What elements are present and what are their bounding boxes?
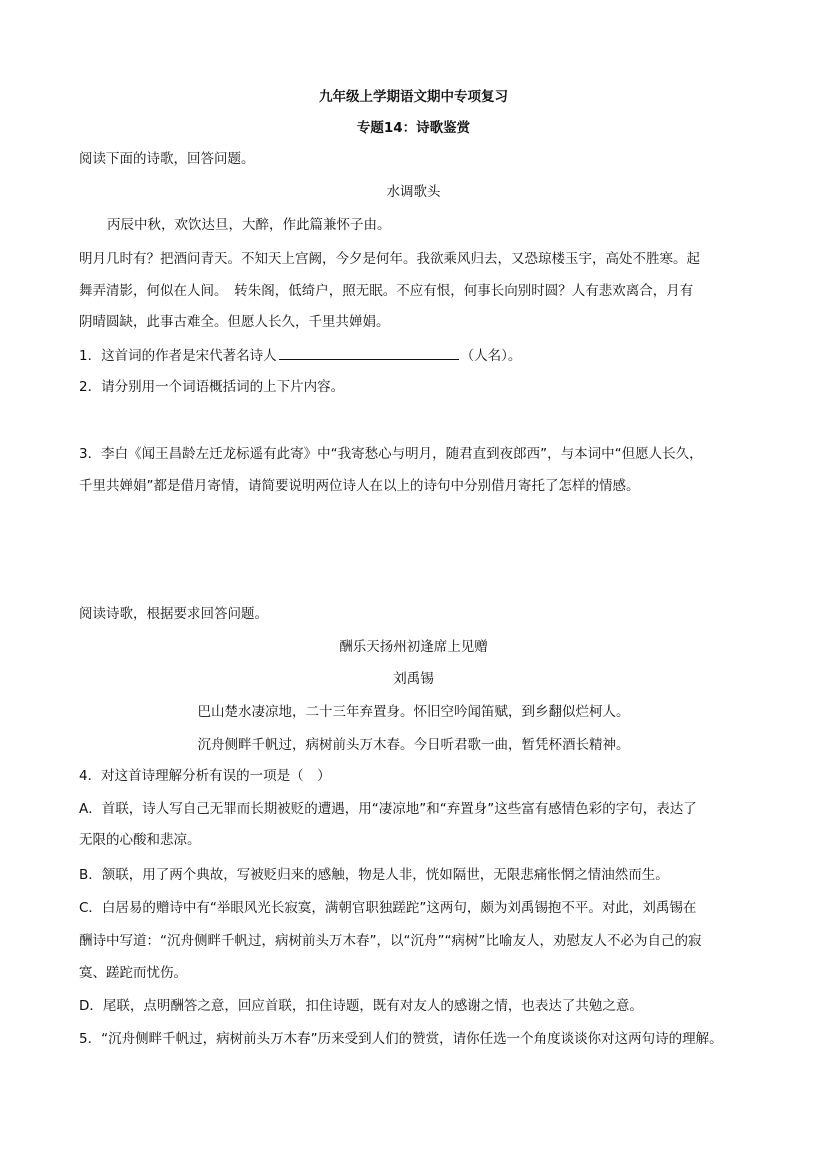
- question-3-line: 3．李白《闻王昌龄左迁龙标遥有此寄》中“我寄愁心与明月，随君直到夜郎西”，与本词中“但愿人长久，: [79, 446, 703, 462]
- question-5: 5．“沉舟侧畔千帆过，病树前头万木春”历来受到人们的赞赏，请你任选一个角度谈谈你对这两句诗的理解。: [79, 1031, 723, 1047]
- poem2-line: 巴山楚水凄凉地，二十三年弃置身。怀旧空吟闻笛赋，到乡翻似烂柯人。: [197, 704, 630, 720]
- question-2: 2．请分别用一个词语概括词的上下片内容。: [79, 379, 345, 395]
- question-1-prefix: 1．这首词的作者是宋代著名诗人: [79, 348, 277, 364]
- poem1-line: 明月几时有？把酒问青天。不知天上宫阙，今夕是何年。我欲乘风归去，又恐琼楼玉宇，高处不胜寒。起: [79, 251, 700, 267]
- question-1: [79, 346, 521, 365]
- option-a-line: A．首联，诗人写自己无罪而长期被贬的遭遇，用“凄凉地”和“弃置身”这些富有感情色彩的字句，表达了: [79, 801, 697, 817]
- question-4: 4．对这首诗理解分析有误的一项是（ ）: [79, 768, 331, 784]
- option-b: B．颔联，用了两个典故，写被贬归来的感触，物是人非，恍如隔世，无限悲痛怅惘之情油然而生。: [79, 867, 669, 883]
- option-c-line: 酬诗中写道：“沉舟侧畔千帆过，病树前头万木春”，以“沉舟”“病树”比喻友人，劝慰友人不必为自己的寂: [79, 933, 702, 949]
- poem1-line: 舞弄清影，何似在人间。 转朱阁，低绮户，照无眠。不应有恨，何事长向别时圆？人有悲欢离合，月有: [79, 283, 694, 299]
- question-3-line: 千里共婵娟”都是借月寄情，请简要说明两位诗人在以上的诗句中分别借月寄托了怎样的情感。: [79, 478, 640, 494]
- page-title: 九年级上学期语文期中专项复习: [319, 89, 508, 105]
- poem2-poet: 刘禹锡: [393, 671, 434, 687]
- answer-blank[interactable]: [279, 346, 459, 360]
- option-d: D．尾联，点明酬答之意，回应首联，扣住诗题，既有对友人的感谢之情，也表达了共勉之意。: [79, 998, 643, 1014]
- option-c-line: 寞、蹉跎而忧伤。: [79, 965, 187, 981]
- section1-instruction: 阅读下面的诗歌，回答问题。: [79, 151, 255, 167]
- section2-instruction: 阅读诗歌，根据要求回答问题。: [79, 606, 268, 622]
- poem1-line: 阴晴圆缺，此事古难全。但愿人长久，千里共婵娟。: [79, 314, 390, 330]
- poem1-preface: 丙辰中秋，欢饮达旦，大醉，作此篇兼怀子由。: [107, 217, 391, 233]
- option-c-line: C．白居易的赠诗中有“举眼风光长寂寞，满朝官职独蹉跎”这两句，颇为刘禹锡抱不平。对此，刘禹锡在: [79, 900, 697, 916]
- question-1-suffix: （人名）。: [460, 348, 522, 364]
- page-subtitle: 专题14：诗歌鉴赏: [356, 120, 471, 136]
- poem2-line: 沉舟侧畔千帆过，病树前头万木春。今日听君歌一曲，暂凭杯酒长精神。: [197, 737, 630, 753]
- poem1-title: 水调歌头: [386, 184, 441, 200]
- poem2-title: 酬乐天扬州初逢席上见赠: [339, 639, 488, 655]
- option-a-line: 无限的心酸和悲凉。: [79, 832, 201, 848]
